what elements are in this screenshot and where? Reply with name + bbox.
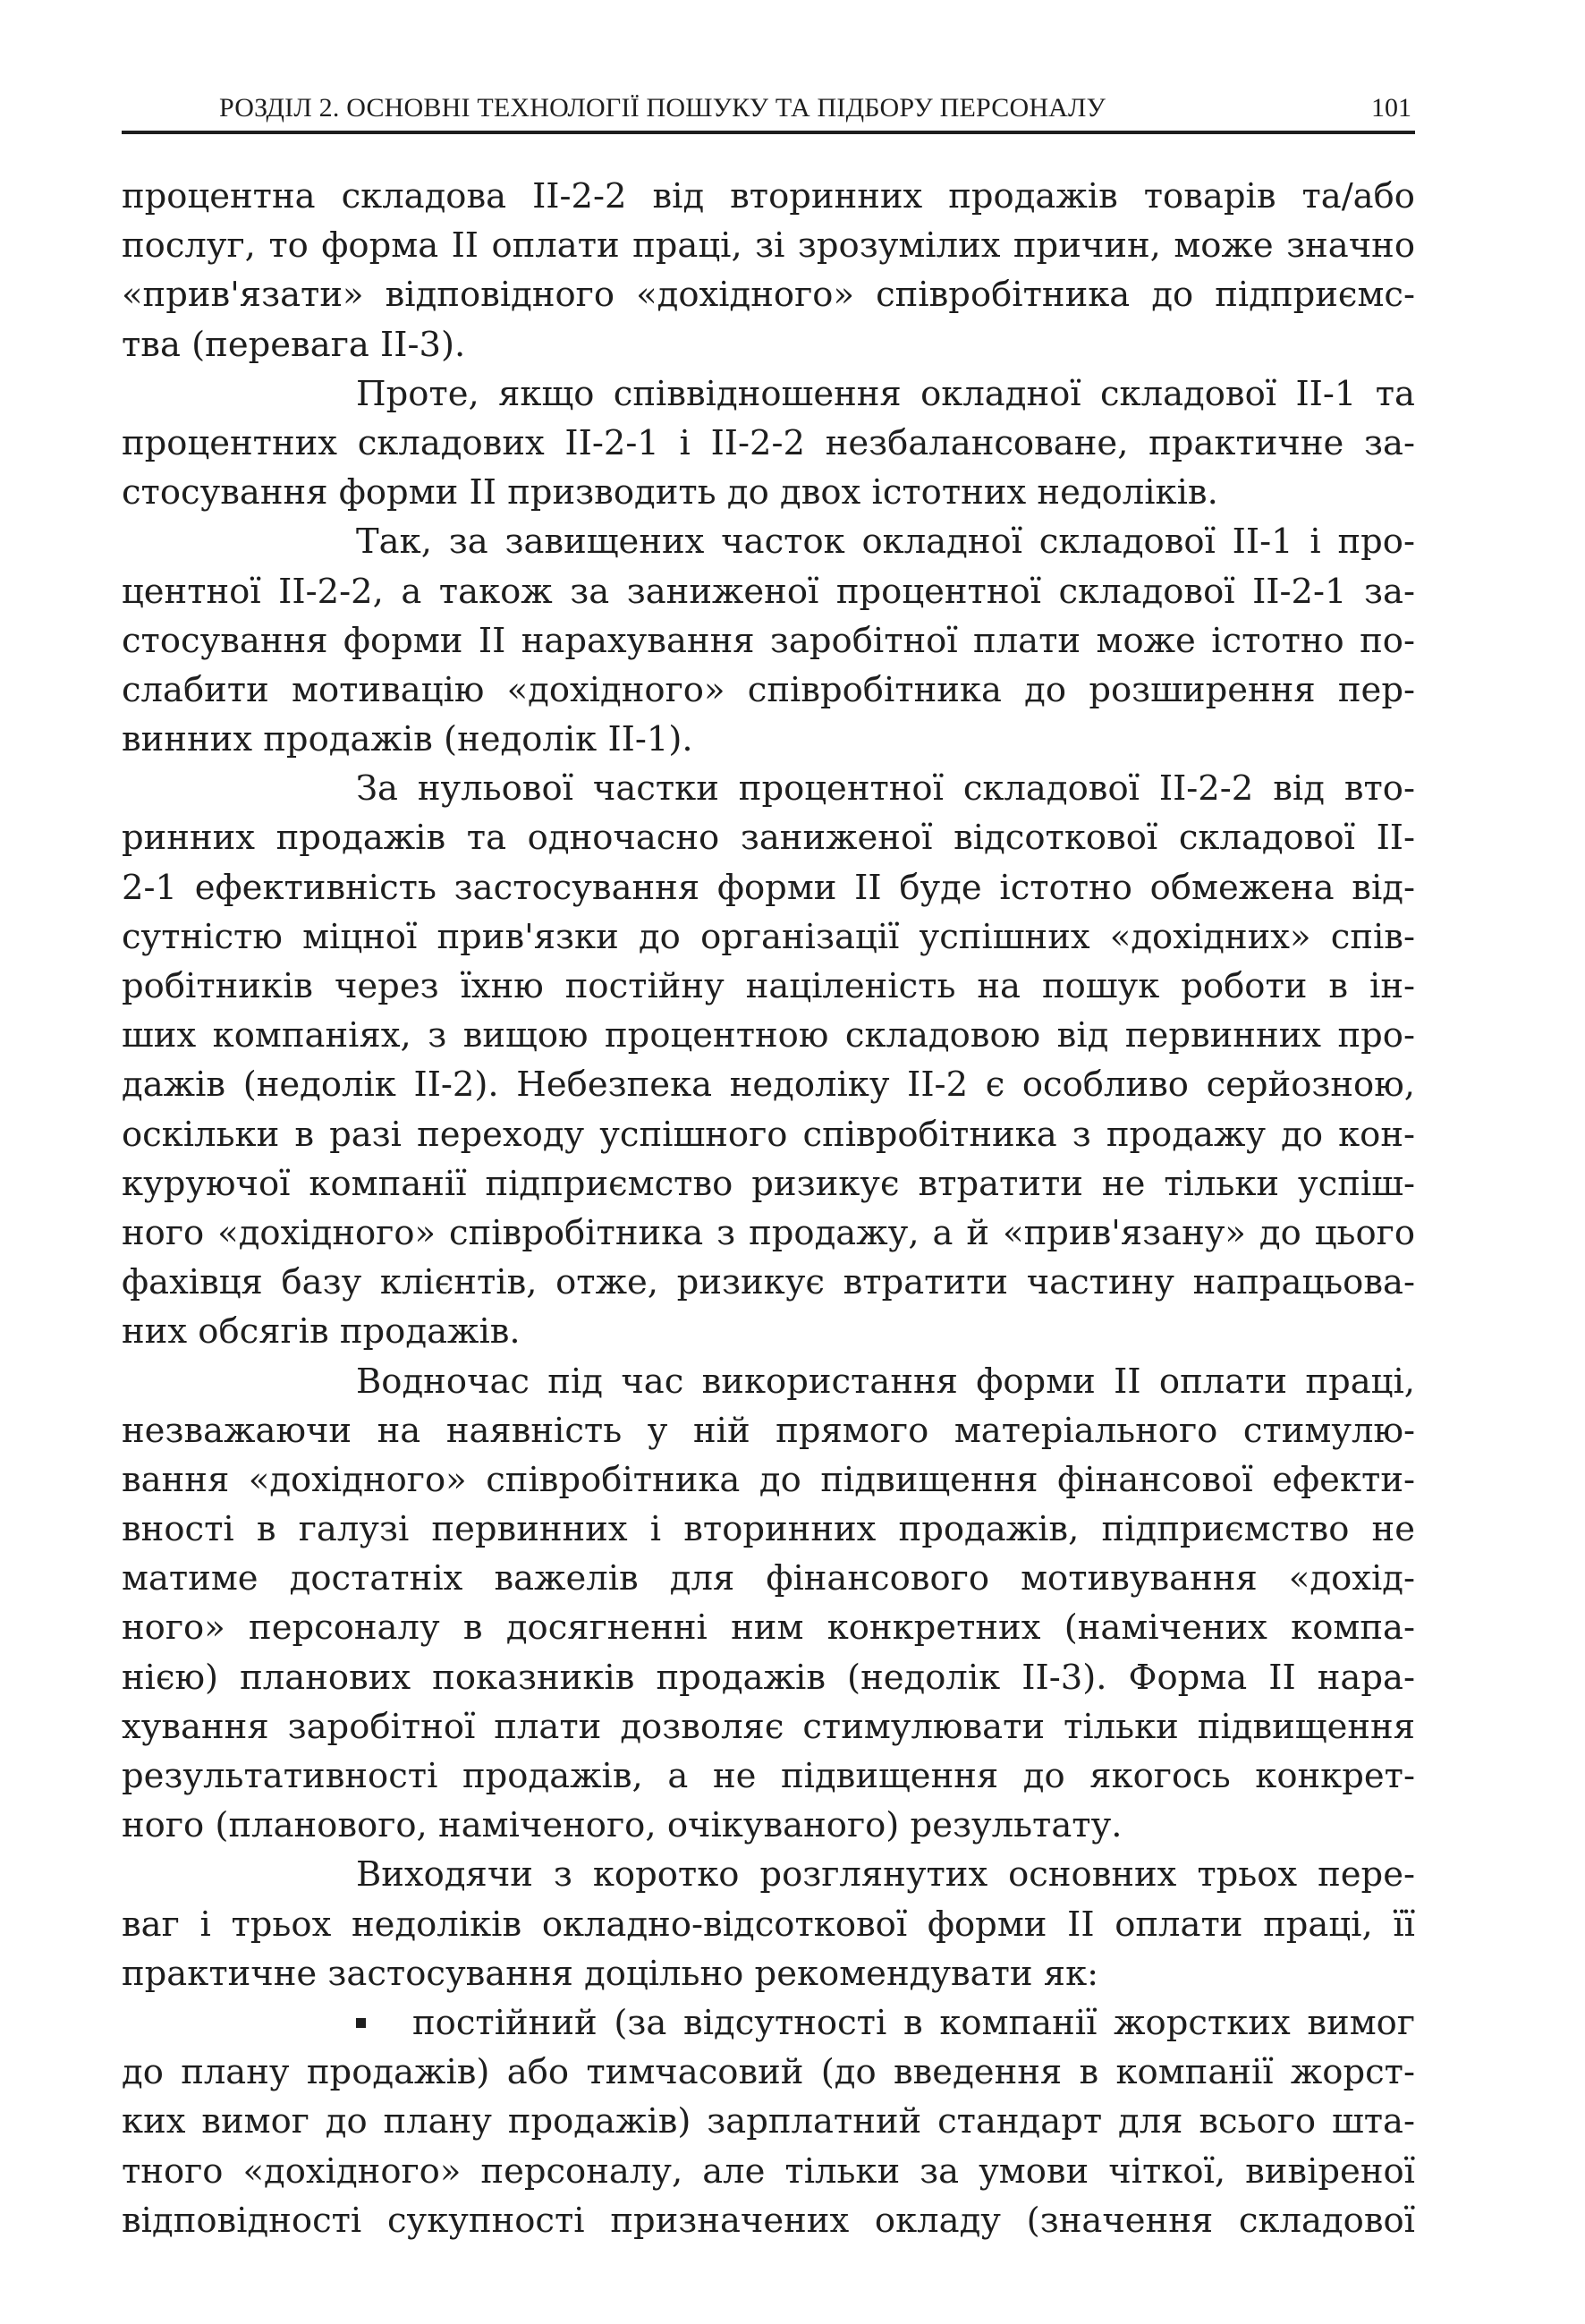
- text-line: тного «дохідного» персоналу, але тільки за умови чіткої, вивіреної: [122, 2150, 1415, 2192]
- paragraph-4: [122, 764, 1415, 1356]
- text-line: послуг, то форма ІІ оплати праці, зі зрозумілих причин, може значно: [122, 225, 1415, 267]
- text-line: винних продажів (недолік ІІ-1).: [122, 719, 693, 760]
- text-line: дажів (недолік ІІ-2). Небезпека недоліку ІІ-2 є особливо серйозною,: [122, 1064, 1415, 1106]
- bullet-item: [122, 1998, 1415, 2245]
- paragraph-6: [122, 1850, 1415, 1998]
- text-line: них обсягів продажів.: [122, 1311, 521, 1353]
- running-header: [122, 89, 1415, 134]
- text-line: нією) планових показників продажів (недолік ІІ-3). Форма ІІ нара-: [122, 1657, 1415, 1698]
- text-line: куруючої компанії підприємство ризикує втратити не тільки успіш-: [122, 1163, 1415, 1204]
- body-text: [122, 172, 1415, 2245]
- text-line: тва (перевага ІІ-3).: [122, 324, 466, 365]
- chapter-title: РОЗДІЛ 2. ОСНОВНІ ТЕХНОЛОГІЇ ПОШУКУ ТА ПІДБОРУ ПЕРСОНАЛУ: [219, 93, 1106, 123]
- text-line: результативності продажів, а не підвищення до якогось конкрет-: [122, 1756, 1415, 1796]
- text-line: [122, 1998, 1415, 2048]
- text-line: стосування форми ІІ призводить до двох істотних недоліків.: [122, 472, 1218, 513]
- text-line: ринних продажів та одночасно заниженої відсоткової складової ІІ-: [122, 818, 1415, 859]
- text-line: оскільки в разі переходу успішного співробітника з продажу до кон-: [122, 1114, 1415, 1155]
- text-line: хування заробітної плати дозволяє стимулювати тільки підвищення: [122, 1706, 1415, 1747]
- text-line: 2-1 ефективність застосування форми ІІ буде істотно обмежена від-: [122, 867, 1415, 908]
- text-line: до плану продажів) або тимчасовий (до введення в компанії жорст-: [122, 2052, 1415, 2093]
- paragraph-3: [122, 517, 1415, 764]
- paragraph-2: [122, 369, 1415, 518]
- text-line: «прив'язати» відповідного «дохідного» співробітника до підприємс-: [122, 275, 1415, 316]
- text-line: Виходячи з коротко розглянутих основних трьох пере-: [356, 1854, 1415, 1896]
- text-line: вання «дохідного» співробітника до підвищення фінансової ефекти-: [122, 1459, 1415, 1500]
- text-line: стосування форми ІІ нарахування заробітної плати може істотно по-: [122, 620, 1415, 661]
- text-line: практичне застосування доцільно рекомендувати як:: [122, 1953, 1099, 1994]
- text-line: процентна складова ІІ-2-2 від вторинних продажів товарів та/або: [122, 176, 1415, 216]
- text-line: фахівця базу клієнтів, отже, ризикує втратити частину напрацьова-: [122, 1262, 1415, 1303]
- text-line: ких вимог до плану продажів) зарплатний стандарт для всього шта-: [122, 2101, 1415, 2142]
- bullet-text: постійний (за відсутності в компанії жорстких вимог: [412, 2002, 1415, 2043]
- text-line: Водночас під час використання форми ІІ оплати праці,: [356, 1361, 1415, 1402]
- paragraph-5: [122, 1357, 1415, 1851]
- paragraph-1: [122, 172, 1415, 369]
- text-line: центної ІІ-2-2, а також за заниженої процентної складової ІІ-2-1 за-: [122, 571, 1415, 612]
- text-line: Так, за завищених часток окладної складової ІІ-1 і про-: [356, 522, 1415, 563]
- text-line: незважаючи на наявність у ній прямого матеріального стимулю-: [122, 1410, 1415, 1451]
- text-line: ного «дохідного» співробітника з продажу, а й «прив'язану» до цього: [122, 1212, 1415, 1253]
- page-number: 101: [1371, 93, 1411, 123]
- text-line: сутністю міцної прив'язки до організації успішних «дохідних» спів-: [122, 916, 1415, 957]
- text-line: ного (планового, наміченого, очікуваного) результату.: [122, 1805, 1123, 1846]
- text-line: матиме достатніх важелів для фінансового мотивування «дохід-: [122, 1558, 1415, 1599]
- text-line: вності в галузі первинних і вторинних продажів, підприємство не: [122, 1509, 1415, 1550]
- text-line: За нульової частки процентної складової ІІ-2-2 від вто-: [356, 768, 1415, 810]
- text-line: Проте, якщо співвідношення окладної складової ІІ-1 та: [356, 373, 1415, 414]
- bullet-marker: [356, 2018, 366, 2028]
- text-line: процентних складових ІІ-2-1 і ІІ-2-2 незбалансоване, практичне за-: [122, 422, 1415, 463]
- text-line: робітників через їхню постійну націленість на пошук роботи в ін-: [122, 966, 1415, 1006]
- text-line: відповідності сукупності призначених окладу (значення складової: [122, 2200, 1415, 2241]
- text-line: слабити мотивацію «дохідного» співробітника до розширення пер-: [122, 669, 1415, 710]
- text-line: ваг і трьох недоліків окладно-відсоткової форми ІІ оплати праці, її: [122, 1904, 1415, 1945]
- text-line: ного» персоналу в досягненні ним конкретних (намічених компа-: [122, 1607, 1415, 1649]
- text-line: ших компаніях, з вищою процентною складовою від первинних про-: [122, 1015, 1415, 1056]
